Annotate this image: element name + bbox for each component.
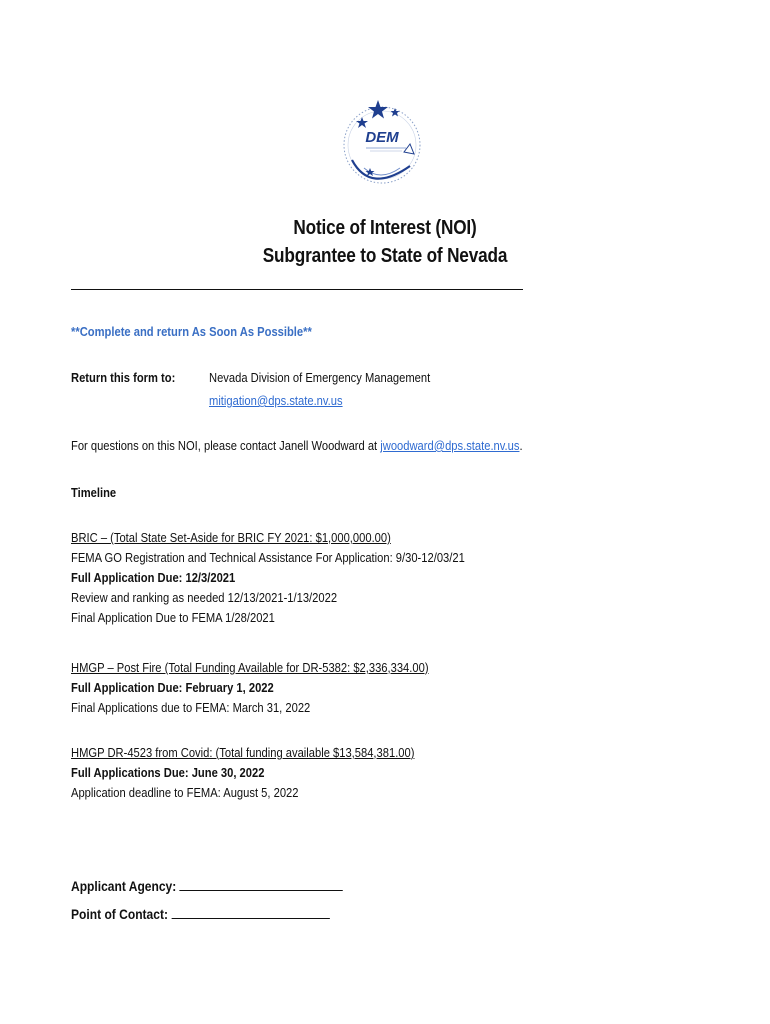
- contact-email-link[interactable]: jwoodward@dps.state.nv.us: [380, 438, 520, 453]
- section-title: HMGP DR-4523 from Covid: (Total funding available $13,584,381.00): [71, 745, 415, 760]
- section-line: Application deadline to FEMA: August 5, 2022: [71, 785, 299, 800]
- return-org: Nevada Division of Emergency Management: [209, 370, 431, 385]
- agency-input-line[interactable]: [180, 876, 343, 891]
- return-label: Return this form to:: [71, 370, 176, 385]
- timeline-section-hmgp-fire: [71, 658, 429, 718]
- complete-notice: **Complete and return As Soon As Possible**: [71, 324, 312, 339]
- section-line: Review and ranking as needed 12/13/2021-1/13/2022: [71, 590, 338, 605]
- document-title: Notice of Interest (NOI): [293, 217, 477, 239]
- agency-label: Applicant Agency:: [71, 878, 177, 894]
- agency-field-row: [71, 876, 343, 894]
- questions-line: [71, 438, 523, 453]
- section-line: Full Applications Due: June 30, 2022: [71, 765, 265, 780]
- section-title: HMGP – Post Fire (Total Funding Available for DR-5382: $2,336,334.00): [71, 660, 429, 675]
- section-line: FEMA GO Registration and Technical Assistance For Application: 9/30-12/03/21: [71, 550, 465, 565]
- questions-prefix: For questions on this NOI, please contact Janell Woodward at: [71, 438, 381, 453]
- document-subtitle: Subgrantee to State of Nevada: [262, 245, 508, 267]
- contact-label: Point of Contact:: [71, 906, 168, 922]
- section-line: Full Application Due: February 1, 2022: [71, 680, 274, 695]
- section-line: Full Application Due: 12/3/2021: [71, 570, 236, 585]
- dem-seal-logo: [340, 82, 424, 216]
- title-divider: [71, 289, 523, 290]
- return-email-link[interactable]: mitigation@dps.state.nv.us: [209, 393, 343, 408]
- section-title: BRIC – (Total State Set-Aside for BRIC FY 2021: $1,000,000.00): [71, 530, 391, 545]
- questions-suffix: .: [519, 438, 523, 453]
- title-block: [0, 214, 770, 270]
- contact-input-line[interactable]: [171, 904, 329, 919]
- svg-text:DEM: DEM: [365, 129, 399, 146]
- contact-field-row: [71, 904, 330, 922]
- timeline-section-bric: [71, 528, 465, 628]
- timeline-heading: Timeline: [71, 485, 117, 500]
- section-line: Final Applications due to FEMA: March 31, 2022: [71, 700, 311, 715]
- timeline-section-hmgp-covid: [71, 743, 414, 803]
- section-line: Final Application Due to FEMA 1/28/2021: [71, 610, 275, 625]
